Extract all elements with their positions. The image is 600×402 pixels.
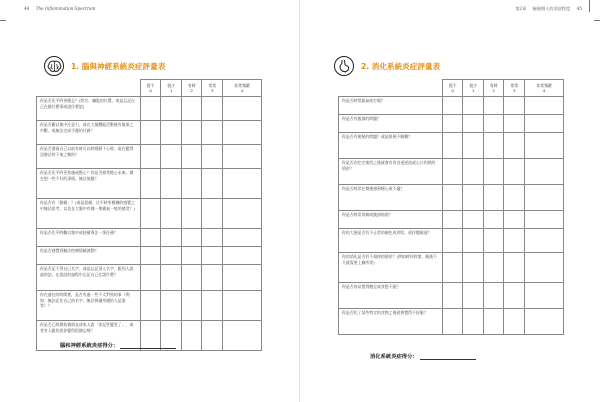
column-header: 很少 1: [161, 80, 182, 97]
question-text: 你是否發現自己以前有時可以時間靜下心時，現在變得沒辦法停下來之類的？: [37, 145, 141, 169]
rating-cell[interactable]: [223, 97, 262, 121]
rating-cell[interactable]: [223, 321, 262, 351]
assessment-table: [36, 79, 262, 351]
rating-cell[interactable]: [442, 283, 463, 309]
question-text: 你是否記不得自己名字，或是忘記別人名字，跟別人說過的話，在說話的過程中忘記自己在說什麼？: [37, 265, 141, 291]
rating-cell[interactable]: [181, 265, 202, 291]
rating-cell[interactable]: [442, 133, 463, 159]
section-header: [44, 56, 165, 76]
rating-cell[interactable]: [223, 247, 262, 265]
rating-cell[interactable]: [161, 229, 182, 247]
rating-cell[interactable]: [161, 145, 182, 169]
rating-cell[interactable]: [525, 97, 564, 115]
rating-cell[interactable]: [161, 169, 182, 199]
rating-cell[interactable]: [442, 115, 463, 133]
rating-cell[interactable]: [483, 283, 504, 309]
running-title: The Inflammation Spectrum: [35, 6, 96, 11]
rating-cell[interactable]: [442, 309, 463, 335]
rating-cell[interactable]: [463, 211, 484, 229]
rating-cell[interactable]: [181, 169, 202, 199]
column-header: 很少 1: [463, 80, 484, 97]
rating-cell[interactable]: [483, 253, 504, 283]
page-number: 44: [24, 6, 30, 11]
rating-cell[interactable]: [483, 133, 504, 159]
rating-cell[interactable]: [223, 291, 262, 321]
score-blank[interactable]: [420, 355, 476, 360]
rating-cell[interactable]: [504, 283, 525, 309]
running-head: [24, 6, 95, 11]
rating-cell[interactable]: [525, 283, 564, 309]
table-row: [339, 229, 564, 253]
rating-cell[interactable]: [202, 169, 223, 199]
rating-cell[interactable]: [140, 247, 161, 265]
table-row: [339, 133, 564, 159]
column-header: 有時 2: [483, 80, 504, 97]
chapter-label: 第2章: [515, 6, 527, 11]
rating-cell[interactable]: [463, 97, 484, 115]
rating-cell[interactable]: [140, 121, 161, 145]
rating-cell[interactable]: [140, 169, 161, 199]
rating-cell[interactable]: [483, 97, 504, 115]
rating-cell[interactable]: [140, 97, 161, 121]
table-row: [339, 253, 564, 283]
rating-cell[interactable]: [463, 115, 484, 133]
crop-mark: [594, 20, 600, 21]
page-number: 45: [576, 6, 582, 11]
rating-cell[interactable]: [161, 121, 182, 145]
rating-cell[interactable]: [504, 309, 525, 335]
rating-cell[interactable]: [181, 121, 202, 145]
rating-cell[interactable]: [504, 159, 525, 185]
table-row: [339, 309, 564, 335]
rating-cell[interactable]: [525, 115, 564, 133]
table-row: [339, 115, 564, 133]
table-row: [339, 97, 564, 115]
table-row: [37, 229, 262, 247]
rating-cell[interactable]: [202, 145, 223, 169]
question-text: 你是否經常在餐後感到噁心或不適？: [339, 185, 443, 211]
question-text: 你是否比平時難以集中或持續專注一項任務？: [37, 229, 141, 247]
score-line: [370, 352, 476, 360]
rating-cell[interactable]: [223, 169, 262, 199]
section-title: 1. 腦與神經系統炎症評量表: [71, 61, 166, 71]
rating-cell[interactable]: [483, 185, 504, 211]
rating-cell[interactable]: [202, 97, 223, 121]
question-text: 你是否感覺到無法控制情緒波動？: [37, 247, 141, 265]
rating-cell[interactable]: [161, 247, 182, 265]
rating-cell[interactable]: [161, 265, 182, 291]
rating-cell[interactable]: [525, 185, 564, 211]
rating-cell[interactable]: [442, 253, 463, 283]
rating-cell[interactable]: [463, 185, 484, 211]
rating-cell[interactable]: [161, 97, 182, 121]
rating-cell[interactable]: [504, 133, 525, 159]
table-row: [37, 169, 262, 199]
column-header: 常常 3: [202, 80, 223, 97]
table-row: [37, 291, 262, 321]
rating-cell[interactable]: [181, 291, 202, 321]
table-row: [37, 199, 262, 229]
rating-cell[interactable]: [463, 283, 484, 309]
table-row: [339, 159, 564, 185]
column-header: 非常頻繁 4: [525, 80, 564, 97]
rating-cell[interactable]: [161, 291, 182, 321]
question-text: 你是否在吃完東西之後就會有胃食道逆流或心口灼熱的情形？: [339, 159, 443, 185]
rating-cell[interactable]: [202, 291, 223, 321]
rating-cell[interactable]: [181, 247, 202, 265]
column-header: 從不 0: [442, 80, 463, 97]
rating-cell[interactable]: [442, 229, 463, 253]
column-header: 從不 0: [140, 80, 161, 97]
score-label: 腦和神經系統炎症得分：: [60, 343, 119, 349]
question-text: 你是否比平時更焦慮或擔心？你是否經常擔心未來，總在想一些不好的事情，無法放鬆？: [37, 169, 141, 199]
assessment-table: [338, 79, 564, 335]
rating-cell[interactable]: [504, 229, 525, 253]
question-text: 你的大便是否有不正常的顏色或形狀，或伴隨黏液？: [339, 229, 443, 253]
rating-cell[interactable]: [223, 199, 262, 229]
rating-cell[interactable]: [463, 253, 484, 283]
question-text: 你是否時常脹氣或打嗝？: [339, 97, 443, 115]
table-row: [339, 283, 564, 309]
table-row: [339, 185, 564, 211]
table-row: [37, 265, 262, 291]
table-row: [37, 145, 262, 169]
column-header: 有時 2: [181, 80, 202, 97]
rating-cell[interactable]: [483, 211, 504, 229]
rating-cell[interactable]: [140, 265, 161, 291]
running-title: 檢視個人的炎症程度: [532, 6, 571, 11]
rating-cell[interactable]: [202, 229, 223, 247]
question-text: 你是否難以集中注意力，或在大量體能活動後有做事之中斷，或無法完成手邊的任務？: [37, 121, 141, 145]
table-row: [37, 97, 262, 121]
question-text: 你是否比平時更健忘？(姓名、鑰匙的位置、或是忘記自己在做什麼事或說什麼話): [37, 97, 141, 121]
rating-cell[interactable]: [140, 291, 161, 321]
section-title: 2. 消化系統炎症評量表: [361, 61, 441, 71]
rating-cell[interactable]: [483, 115, 504, 133]
brain-icon: [44, 56, 64, 76]
rating-cell[interactable]: [181, 229, 202, 247]
rating-cell[interactable]: [463, 309, 484, 335]
question-text: 你是否有「腦霧」？(或是思緒、比平時更模糊的感覺之中無法思考，以及在大腦中有種一堆霧氣一般的感受？): [37, 199, 141, 229]
column-header: 非常頻繁 4: [223, 80, 262, 97]
rating-cell[interactable]: [140, 229, 161, 247]
rating-cell[interactable]: [442, 97, 463, 115]
crop-mark: [0, 20, 6, 21]
rating-cell[interactable]: [483, 309, 504, 335]
running-head: [515, 6, 582, 12]
rating-cell[interactable]: [504, 253, 525, 283]
right-page: [300, 0, 600, 402]
question-header: [37, 80, 141, 97]
rating-cell[interactable]: [223, 229, 262, 247]
question-text: 你是否有便秘的問題？或是排便不順暢？: [339, 133, 443, 159]
rating-cell[interactable]: [483, 229, 504, 253]
rating-cell[interactable]: [463, 133, 484, 159]
section-header: [334, 56, 440, 76]
rating-cell[interactable]: [181, 97, 202, 121]
rating-cell[interactable]: [525, 309, 564, 335]
column-header: 常常 3: [504, 80, 525, 97]
rating-cell[interactable]: [223, 121, 262, 145]
rating-cell[interactable]: [181, 145, 202, 169]
question-text: 你是否吃了某些特定的食物之後就會覺得不舒服？: [339, 309, 443, 335]
rating-cell[interactable]: [442, 185, 463, 211]
question-text: 你在過往的時間裡，是否有過一些不太對勁的事（例如：無法記住自己的名字、無法辨識身邊的人是誰等）？: [37, 291, 141, 321]
rating-cell[interactable]: [442, 159, 463, 185]
rating-cell[interactable]: [181, 199, 202, 229]
rating-cell[interactable]: [504, 115, 525, 133]
rating-cell[interactable]: [140, 199, 161, 229]
question-text: 你是否容易覺得飽足或食慾不振？: [339, 283, 443, 309]
rating-cell[interactable]: [442, 211, 463, 229]
rating-cell[interactable]: [525, 133, 564, 159]
rating-cell[interactable]: [202, 247, 223, 265]
rating-cell[interactable]: [463, 229, 484, 253]
rating-cell[interactable]: [525, 159, 564, 185]
rating-cell[interactable]: [181, 321, 202, 351]
score-line: [60, 341, 176, 349]
rating-cell[interactable]: [504, 185, 525, 211]
question-text: 你的消化是否有不規律的情形？(例如時好時壞、飯後不久就需要上廁所等): [339, 253, 443, 283]
crop-mark: [589, 0, 590, 12]
rating-cell[interactable]: [483, 159, 504, 185]
score-label: 消化系統炎症得分：: [370, 354, 418, 360]
rating-cell[interactable]: [202, 321, 223, 351]
table-row: [37, 121, 262, 145]
score-blank[interactable]: [120, 344, 176, 349]
rating-cell[interactable]: [202, 199, 223, 229]
question-header: [339, 80, 443, 97]
rating-cell[interactable]: [504, 97, 525, 115]
rating-cell[interactable]: [202, 121, 223, 145]
rating-cell[interactable]: [223, 145, 262, 169]
rating-cell[interactable]: [202, 265, 223, 291]
table-row: [37, 247, 262, 265]
question-text: 你是否有腹瀉的問題？: [339, 115, 443, 133]
rating-cell[interactable]: [525, 229, 564, 253]
rating-cell[interactable]: [525, 211, 564, 229]
rating-cell[interactable]: [223, 265, 262, 291]
question-text: 你是否經常胃痛或腹部抽筋？: [339, 211, 443, 229]
rating-cell[interactable]: [463, 159, 484, 185]
table-row: [339, 211, 564, 229]
stomach-icon: [334, 56, 354, 76]
question-text: 你是否已經開始被朋友或家人說「你記性變差了」，或者有人跟你說你變得很健忘嗎？: [37, 321, 141, 351]
rating-cell[interactable]: [140, 145, 161, 169]
rating-cell[interactable]: [504, 211, 525, 229]
rating-cell[interactable]: [161, 199, 182, 229]
rating-cell[interactable]: [525, 253, 564, 283]
